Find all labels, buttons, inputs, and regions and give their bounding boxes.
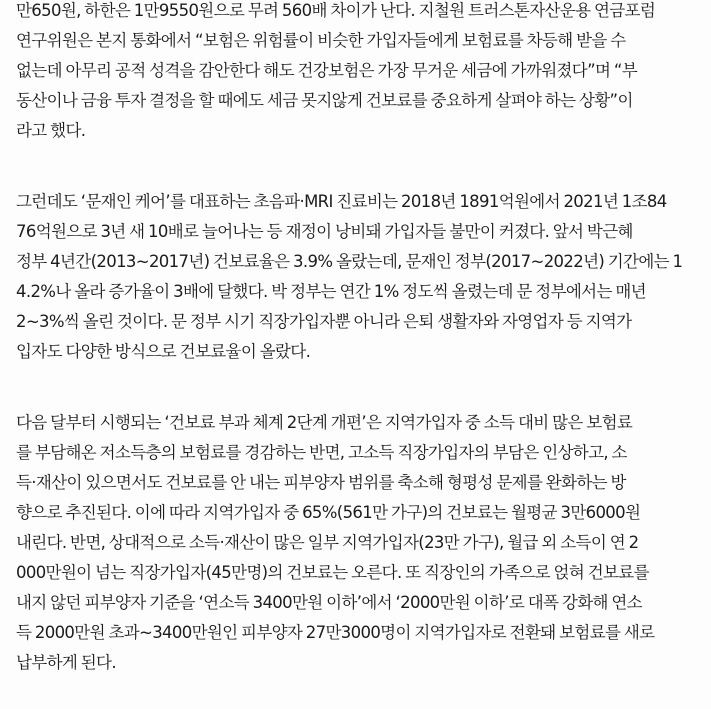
text-line: 정부 4년간(2013~2017년) 건보료율은 3.9% 올랐는데, 문재인 정부(2017~2022년) 기간에는 1	[16, 252, 683, 271]
text-line: 를 부담해온 저소득층의 보험료를 경감하는 반면, 고소득 직장가입자의 부담은 인상하고, 소	[16, 443, 627, 462]
text-line: 내린다. 반면, 상대적으로 소득·재산이 많은 일부 지역가입자(23만 가구), 월급 외 소득이 연 2	[16, 533, 639, 552]
text-line: 4.2%나 올라 증가율이 3배에 달했다. 박 정부는 연간 1% 정도씩 올렸는데 문 정부에서는 매년	[16, 282, 646, 301]
text-line: 납부하게 된다.	[16, 653, 116, 672]
paragraph-3	[16, 408, 700, 678]
text-line: 그런데도 ‘문재인 케어’를 대표하는 초음파·MRI 진료비는 2018년 1891억원에서 2021년 1조84	[16, 192, 667, 211]
text-line: 입자도 다양한 방식으로 건보료율이 올랐다.	[16, 342, 311, 361]
text-line: 동산이나 금융 투자 결정을 할 때에도 세금 못지않게 건보료를 중요하게 살펴야 하는 상황”이	[16, 91, 633, 110]
text-line: 라고 했다.	[16, 121, 86, 140]
paragraph-2	[16, 187, 700, 367]
text-line: 내지 않던 피부양자 기준을 ‘연소득 3400만원 이하’에서 ‘2000만원 이하’로 대폭 강화해 연소	[16, 593, 642, 612]
text-line: 76억원으로 3년 새 10배로 늘어나는 등 재정이 낭비돼 가입자들 불만이 커졌다. 앞서 박근혜	[16, 222, 633, 241]
text-line: 연구위원은 본지 통화에서 “보험은 위험률이 비슷한 가입자들에게 보험료를 차등해 받을 수	[16, 31, 626, 50]
paragraph-1	[16, 0, 700, 146]
text-line: 득·재산이 있으면서도 건보료를 안 내는 피부양자 범위를 축소해 형평성 문제를 완화하는 방	[16, 473, 626, 492]
text-line: 만650원, 하한은 1만9550원으로 무려 560배 차이가 난다. 지철원 트러스톤자산운용 연금포럼	[16, 1, 656, 20]
text-line: 득 2000만원 초과~3400만원인 피부양자 27만3000명이 지역가입자로 전환돼 보험료를 새로	[16, 623, 655, 642]
text-line: 향으로 추진된다. 이에 따라 지역가입자 중 65%(561만 가구)의 건보료는 월평균 3만6000원	[16, 503, 641, 522]
text-line: 없는데 아무리 공적 성격을 감안한다 해도 건강보험은 가장 무거운 세금에 가까워졌다”며 “부	[16, 61, 638, 80]
text-line: 2~3%씩 올린 것이다. 문 정부 시기 직장가입자뿐 아니라 은퇴 생활자와 자영업자 등 지역가	[16, 312, 632, 331]
text-line: 다음 달부터 시행되는 ‘건보료 부과 체계 2단계 개편’은 지역가입자 중 소득 대비 많은 보험료	[16, 413, 633, 432]
text-line: 000만원이 넘는 직장가입자(45만명)의 건보료는 오른다. 또 직장인의 가족으로 얹혀 건보료를	[16, 563, 649, 582]
